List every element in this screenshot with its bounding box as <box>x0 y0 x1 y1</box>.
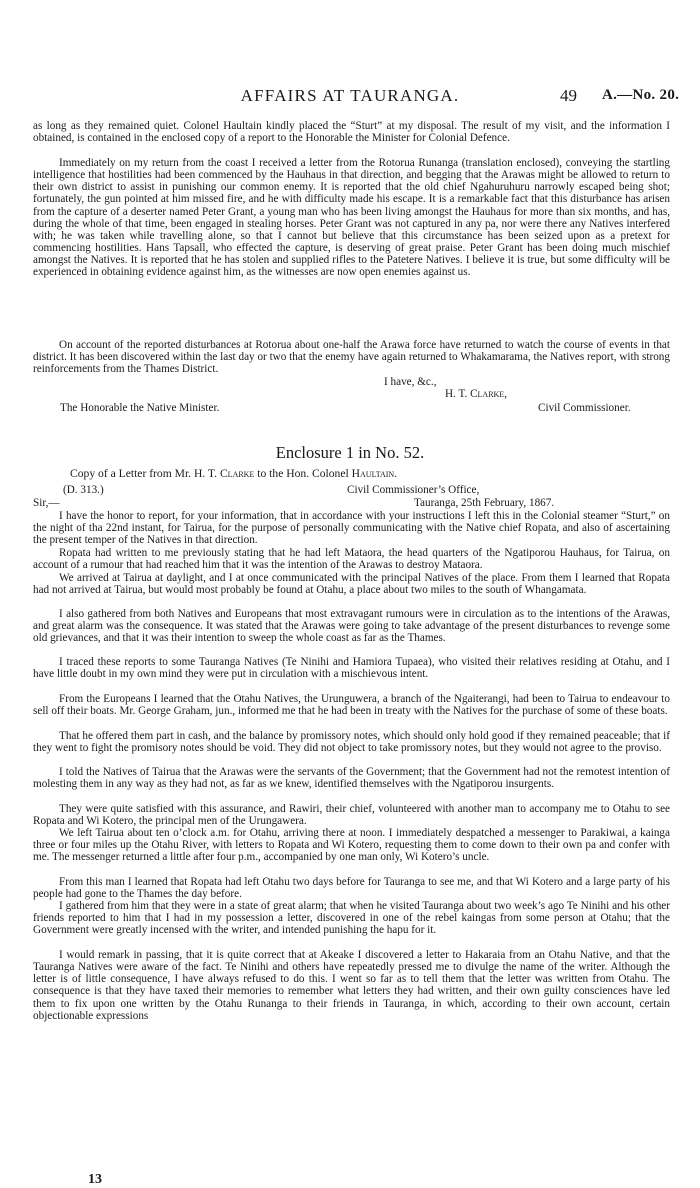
enclosure-heading: Enclosure 1 in No. 52. <box>275 443 425 462</box>
copy-line-sender: Clarke <box>219 467 255 480</box>
letter-paragraph: We left Tairua about ten o’clock a.m. for Otahu, arriving there at noon. I immediately despatched a messenger to Parakiwai, a kainga three or four miles up the Otahu River, with letters to Ropata and Wi Kotero, requesting them to come down to their own pa and confer with me. The messenger returned a little after four p.m., accompanied by one man only, Wi Kotero’s uncle. <box>33 827 670 864</box>
closing-have: I have, &c., <box>384 376 437 388</box>
letter-paragraph: From the Europeans I learned that the Otahu Natives, the Urunguwera, a branch of the Ngaiterangi, had been to Tairua to endeavour to sell off their boats. Mr. George Graham, jun., informed me that he had been in treaty with the Natives for the purchase of some of these boats. <box>33 693 670 718</box>
document-reference: A.—No. 20. <box>602 87 680 103</box>
letter-date: Tauranga, 25th February, 1867. <box>414 497 555 509</box>
letter-paragraph: I have the honor to report, for your information, that in accordance with your instructions I left this in the Colonial steamer “Sturt,” on the night of tha 22nd instant, for Tairua, for the purpose of personally communicating with the Native chief Ropata, and also of ascertaining the present temper of the Natives in that direction. <box>33 510 670 547</box>
copy-line-recipient: Haultain. <box>351 467 398 480</box>
copy-line-mid: to the Hon. Colonel <box>257 467 349 480</box>
letter-salutation: Sir,— <box>33 497 60 509</box>
letter-reference: (D. 313.) <box>63 484 104 496</box>
letter-paragraph: From this man I learned that Ropata had left Otahu two days before for Tauranga to see me, and that Wi Kotero and a large party of his people had gone to the Thames the day before. <box>33 876 670 901</box>
copy-line-prefix: Copy of a Letter from Mr. H. T. <box>70 467 218 480</box>
page-number: 49 <box>560 86 577 105</box>
paragraph-continuation: as long as they remained quiet. Colonel Haultain kindly placed the “Sturt” at my disposal. The result of my visit, and the information I obtained, is contained in the enclosed copy of a report to the Honorable the Minister for Colonial Defence. <box>33 120 670 145</box>
paragraph-rotorua-letter: Immediately on my return from the coast I received a letter from the Rotorua Runanga (translation enclosed), conveying the startling intelligence that hostilities had been commenced by the Hauhaus in that direction, and begging that the Arawas might be allowed to return to their own district to assist in punishing our common enemy. It is reported that the old chief Ngahuruhuru narrowly escaped being shot; fortunately, the gun pointed at him missed fire, and he with difficulty made his escape. It is a remarkable fact that this disturbance has arisen from the capture of a deserter named Peter Grant, a young man who has been living amongst the Hauhaus for more than six months, and has, during the whole of that time, been engaged in stealing horses. Peter Grant was not captured in any pa, nor were there any Natives interfered with; he was taken while travelling alone, so that I cannot but believe that this circumstance has been seized upon as a pretext for commencing hostilities. Hans Tapsall, who effected the capture, is deserving of great praise. Peter Grant has been doing much mischief amongst the Natives. It is reported that he has stolen and supplied rifles to the Patetere Natives. I believe it is true, but some difficulty will be experienced in obtaining evidence against him, as the witnesses are now open enemies against us. <box>33 157 670 279</box>
letter-paragraph: They were quite satisfied with this assurance, and Rawiri, their chief, volunteered with another man to accompany me to Otahu to see Ropata and Wi Kotero, the principal men of the Urungawera. <box>33 803 670 828</box>
letter-paragraph: I gathered from him that they were in a state of great alarm; that when he visited Tauranga about two week’s ago Te Ninihi and his other friends reported to him that I had in my possession a letter, discovered in one of the rebel kaingas from some person at Otahu; that the Government were greatly incensed with the writer, and intended punishing the hapu for it. <box>33 900 670 937</box>
running-head <box>0 86 700 108</box>
letter-paragraph: I would remark in passing, that it is quite correct that at Akeake I discovered a letter to Hakaraia from an Otahu Native, and that the Tauranga Natives were aware of the fact. Te Ninihi and others have repeatedly pressed me to divulge the name of the writer. Although the letter is of little consequence, I have always refused to do this. I went so far as to tell them that the letter was written from Otahu. The consequence is that they have taxed their memories to remember what letters they had written, and their own guilty consciences have led them to fix upon one written by the Otahu Runanga to their friends in Tauranga, in which, according to their own account, certain objectionable expressions <box>33 949 670 1022</box>
letter-paragraph: I also gathered from both Natives and Europeans that most extravagant rumours were in circulation as to the intentions of the Arawas, and great alarm was the consequence. It was stated that the Arawas were going to take advantage of the present disturbances to revenge some old grievances, and that it was their intention to sweep the whole coast as far as the Thames. <box>33 608 670 645</box>
paragraph-arawa-force: On account of the reported disturbances at Rotorua about one-half the Arawa force have returned to watch the course of events in that district. It has been discovered within the last day or two that the enemy have again returned to Whakamarama, the Natives report, with strong reinforcements from the Thames District. <box>33 339 670 376</box>
addressee: The Honorable the Native Minister. <box>60 402 220 414</box>
letter-paragraph: I traced these reports to some Tauranga Natives (Te Ninihi and Hamiora Tupaea), who visited their relatives residing at Otahu, and I have little doubt in my own mind they were put in circulation with a mischievous intent. <box>33 656 670 681</box>
letter-paragraph: Ropata had written to me previously stating that he had left Mataora, the head quarters of the Ngatiporou Hauhaus, for Tairua, on account of a rumour that had reached him that it was the intention of the Arawas to destroy Mataora. <box>33 547 670 572</box>
signature-number: 13 <box>88 1172 102 1187</box>
copy-line <box>70 467 397 480</box>
running-title: AFFAIRS AT TAURANGA. <box>240 86 460 105</box>
letter-paragraph: We arrived at Tairua at daylight, and I at once communicated with the principal Natives of the place. From them I learned that Ropata had not arrived at Tairua, but would most probably be found at Otahu, a place about two miles to the south of Whangamata. <box>33 572 670 597</box>
letter-office: Civil Commissioner’s Office, <box>347 484 480 496</box>
signatory-title: Civil Commissioner. <box>538 402 631 414</box>
letter-paragraph: That he offered them part in cash, and the balance by promissory notes, which should only hold good if they remained peaceable; that if they went to fight the promisory notes should be void. They did not object to take promissory notes, but they would not agree to the proviso. <box>33 730 670 755</box>
signatory-name: H. T. Clarke, <box>445 388 507 400</box>
letter-paragraph: I told the Natives of Tairua that the Arawas were the servants of the Government; that the Government had not the remotest intention of molesting them in any way as they had not, as far as we knew, identified themselves with the Ngatiporou insurgents. <box>33 766 670 791</box>
